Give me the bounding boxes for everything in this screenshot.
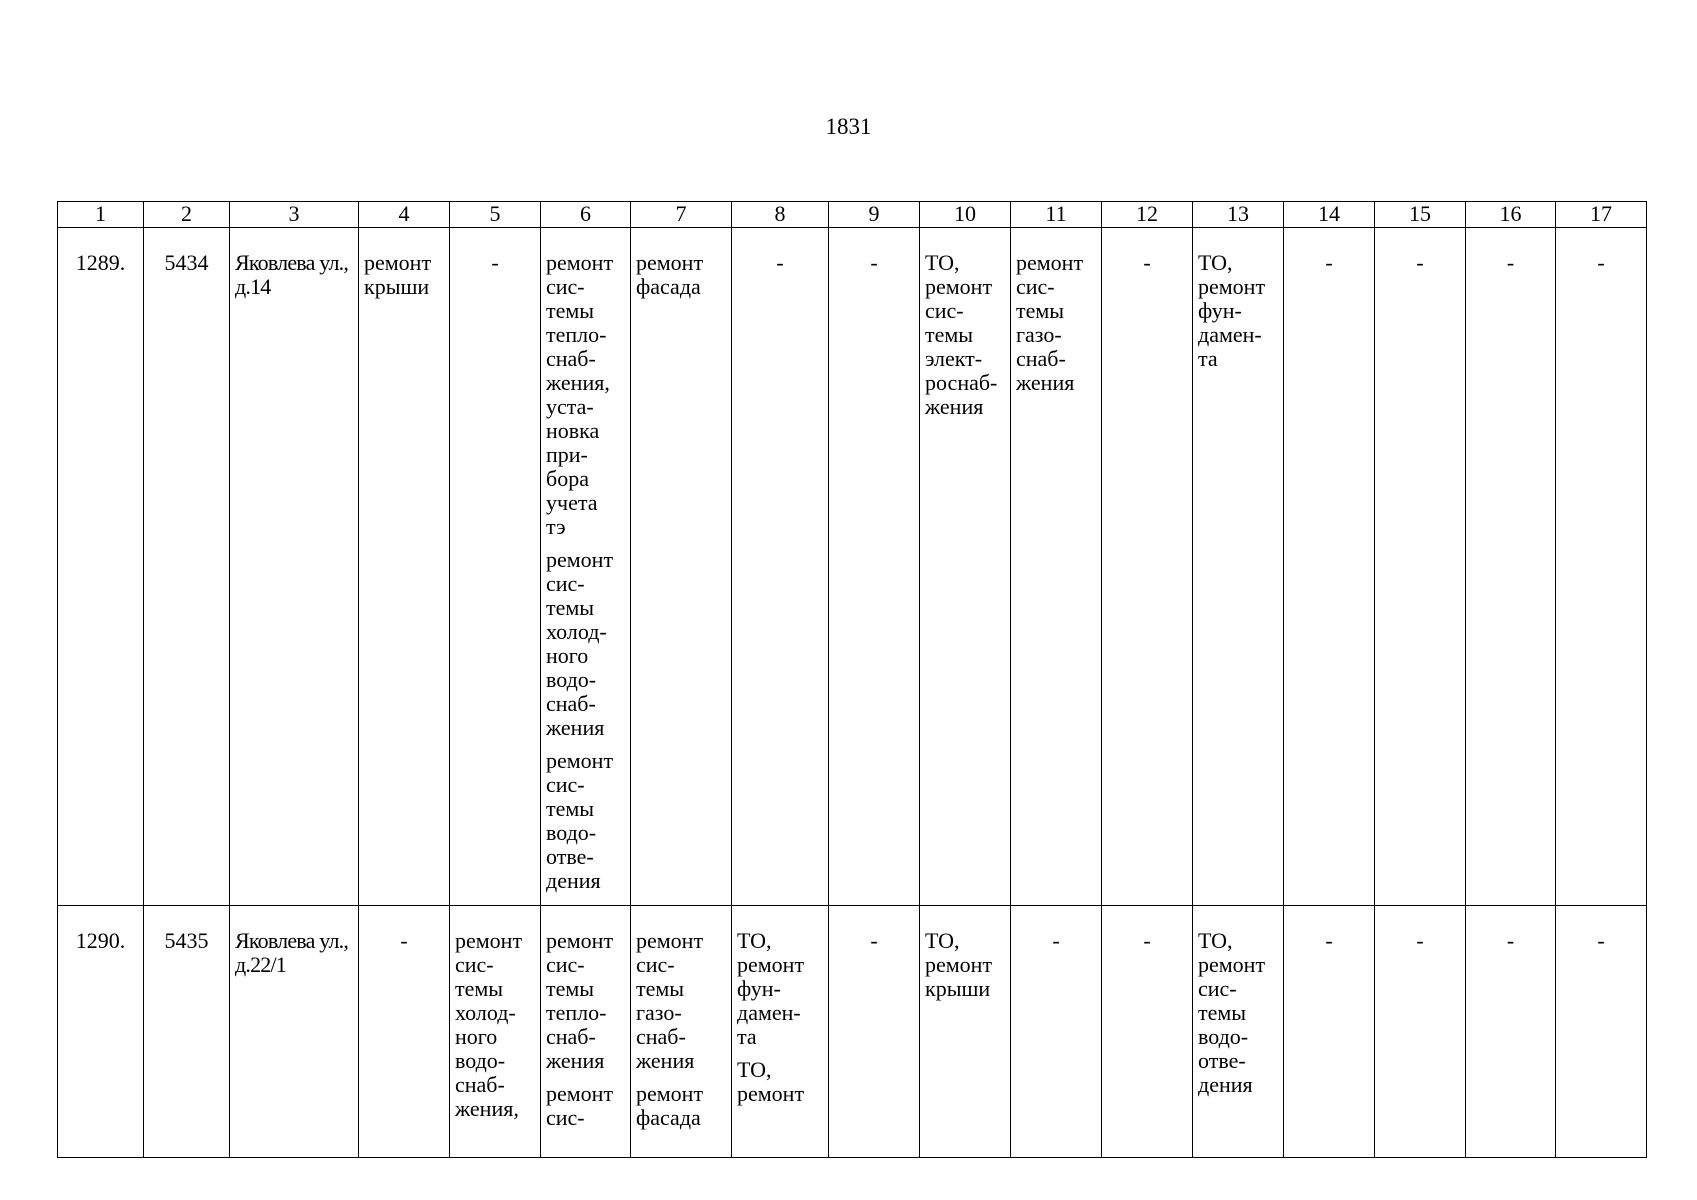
column-header-4: 4 [359, 202, 450, 228]
cell-col-7 [631, 228, 732, 906]
cell-entry: ТО, ремонт фун- дамен- та [1198, 250, 1266, 371]
cell-col-11 [1011, 228, 1102, 906]
cell-col-12 [1102, 228, 1193, 906]
cell-col-10 [920, 906, 1011, 1158]
column-header-6: 6 [541, 202, 631, 228]
column-header-7: 7 [631, 202, 732, 228]
column-header-2: 2 [144, 202, 230, 228]
cell-col-6 [541, 906, 631, 1158]
cell-col-1 [58, 228, 144, 906]
cell-col-5 [450, 906, 541, 1158]
cell-entry: - [1143, 250, 1151, 275]
column-header-16: 16 [1466, 202, 1556, 228]
column-header-17: 17 [1556, 202, 1647, 228]
cell-entry: 5434 [164, 250, 209, 275]
cell-entry: ремонт сис- темы тепло- снаб- жения, уста- новка при- бора учета тэ [546, 250, 614, 539]
cell-col-3 [230, 228, 359, 906]
cell-entry: 1290. [75, 928, 126, 953]
cell-entry: ТО, ремонт фун- дамен- та [737, 928, 805, 1049]
cell-col-15 [1375, 906, 1466, 1158]
cell-col-5 [450, 228, 541, 906]
cell-entry: - [1325, 928, 1333, 953]
cell-col-1 [58, 906, 144, 1158]
cell-entry: ремонт сис- темы холод- ного водо- снаб- жения, [455, 928, 523, 1121]
cell-entry: ремонт фасада [636, 1081, 704, 1130]
cell-entry: ремонт сис- темы холод- ного водо- снаб- жения [546, 547, 614, 740]
cell-col-13 [1193, 228, 1284, 906]
cell-col-3 [230, 906, 359, 1158]
cell-col-8 [732, 228, 829, 906]
cell-entry: ТО, ремонт сис- темы элект- роснаб- жения [925, 250, 998, 419]
column-header-14: 14 [1284, 202, 1375, 228]
cell-entry: ремонт сис- темы газо- снаб- жения [1016, 250, 1084, 395]
cell-entry: - [1506, 250, 1515, 275]
table-row [58, 906, 1647, 1158]
column-header-1: 1 [58, 202, 144, 228]
cell-entry: - [1597, 928, 1605, 953]
cell-entry: - [776, 250, 784, 275]
cell-col-2 [144, 906, 230, 1158]
column-header-8: 8 [732, 202, 829, 228]
table-row [58, 228, 1647, 906]
cell-entry: - [1325, 250, 1333, 275]
column-header-3: 3 [230, 202, 359, 228]
cell-col-9 [829, 906, 920, 1158]
cell-col-14 [1284, 228, 1375, 906]
cell-col-13 [1193, 906, 1284, 1158]
cell-entry: Яковлева ул., д.14 [235, 250, 349, 299]
cell-entry: ремонт крыши [364, 250, 432, 299]
cell-entry: - [1143, 928, 1151, 953]
column-header-12: 12 [1102, 202, 1193, 228]
repair-table [57, 201, 1647, 1158]
cell-col-17 [1556, 906, 1647, 1158]
cell-col-4 [359, 228, 450, 906]
cell-entry: ремонт сис- темы газо- снаб- жения [636, 928, 704, 1073]
column-header-10: 10 [920, 202, 1011, 228]
cell-entry: - [1597, 250, 1605, 275]
cell-entry: - [870, 928, 878, 953]
cell-entry: - [870, 250, 878, 275]
page-number: 1831 [825, 114, 872, 139]
cell-col-7 [631, 906, 732, 1158]
header-row [58, 202, 1647, 228]
cell-entry: 1289. [75, 250, 126, 275]
cell-col-8 [732, 906, 829, 1158]
column-header-5: 5 [450, 202, 541, 228]
cell-col-16 [1466, 228, 1556, 906]
column-header-11: 11 [1011, 202, 1102, 228]
cell-entry: ТО, ремонт [737, 1057, 805, 1106]
cell-entry: ТО, ремонт крыши [925, 928, 993, 1001]
column-header-13: 13 [1193, 202, 1284, 228]
cell-entry: - [491, 250, 499, 275]
cell-entry: - [1416, 250, 1424, 275]
cell-entry: - [1506, 928, 1515, 953]
cell-col-2 [144, 228, 230, 906]
cell-entry: ремонт сис- [546, 1081, 614, 1130]
cell-entry: 5435 [164, 928, 209, 953]
cell-col-15 [1375, 228, 1466, 906]
cell-col-14 [1284, 906, 1375, 1158]
column-header-15: 15 [1375, 202, 1466, 228]
cell-entry: ТО, ремонт сис- темы водо- отве- дения [1198, 928, 1266, 1097]
cell-col-9 [829, 228, 920, 906]
column-header-9: 9 [829, 202, 920, 228]
cell-entry: - [400, 928, 408, 953]
cell-col-4 [359, 906, 450, 1158]
cell-entry: ремонт сис- темы водо- отве- дения [546, 748, 614, 893]
cell-col-6 [541, 228, 631, 906]
cell-entry: - [1052, 928, 1060, 953]
cell-col-10 [920, 228, 1011, 906]
cell-col-11 [1011, 906, 1102, 1158]
cell-entry: ремонт фасада [636, 250, 704, 299]
cell-col-12 [1102, 906, 1193, 1158]
cell-entry: - [1416, 928, 1424, 953]
cell-entry: ремонт сис- темы тепло- снаб- жения [546, 928, 614, 1073]
cell-entry: Яковлева ул., д.22/1 [235, 928, 349, 977]
cell-col-17 [1556, 228, 1647, 906]
cell-col-16 [1466, 906, 1556, 1158]
